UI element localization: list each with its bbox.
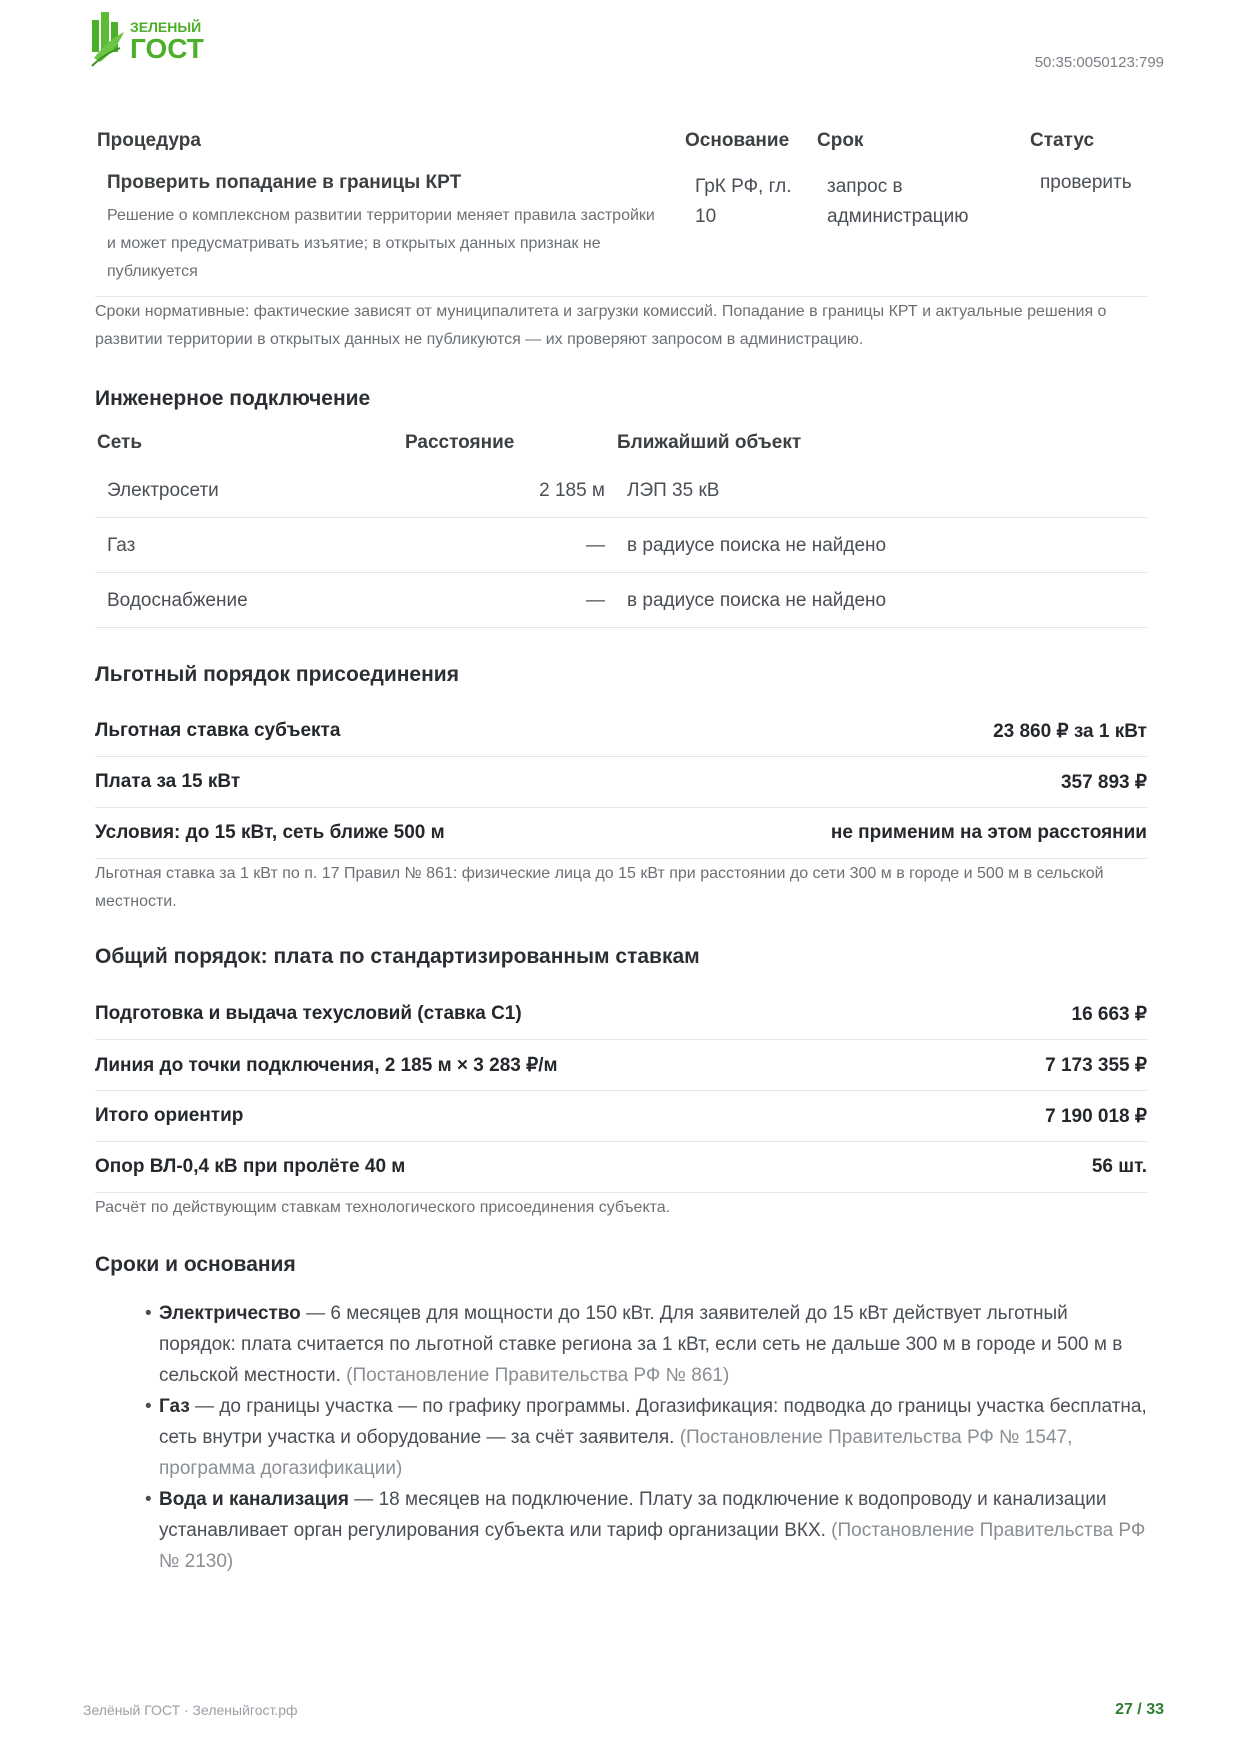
svg-text:ЗЕЛЕНЫЙ: ЗЕЛЕНЫЙ bbox=[130, 19, 202, 35]
kv-label: Условия: до 15 кВт, сеть ближе 500 м bbox=[95, 822, 445, 843]
term-name: Газ bbox=[159, 1396, 190, 1417]
svg-text:ГОСТ: ГОСТ bbox=[130, 33, 204, 64]
term-source: (Постановление Правительства РФ № 2130) bbox=[159, 1520, 1146, 1572]
logo-icon bbox=[90, 10, 210, 70]
network-distance: — bbox=[586, 535, 605, 556]
kv-value: 357 893 ₽ bbox=[1060, 772, 1147, 793]
general-title: Общий порядок: плата по стандартизированным ставкам bbox=[95, 945, 700, 968]
table-row bbox=[95, 463, 1147, 518]
network-distance: — bbox=[586, 590, 605, 611]
preferential-note: Льготная ставка за 1 кВт по п. 17 Правил № 861: физические лица до 15 кВт при расстоянии до сети 300 м в городе и 500 м в сельской местности. bbox=[95, 865, 1104, 910]
cadastral-number: 50:35:0050123:799 bbox=[1034, 54, 1164, 71]
col-procedure: Процедура bbox=[97, 130, 201, 151]
kv-label: Итого ориентир bbox=[95, 1105, 244, 1126]
network-object: ЛЭП 35 кВ bbox=[627, 480, 720, 501]
kv-row bbox=[95, 808, 1147, 859]
kv-value: не применим на этом расстоянии bbox=[830, 822, 1147, 843]
network-name: Водоснабжение bbox=[107, 590, 248, 611]
procedure-row bbox=[95, 172, 1147, 297]
engineering-table-header bbox=[95, 432, 1147, 454]
kv-label: Льготная ставка субъекта bbox=[95, 720, 341, 741]
kv-label: Линия до точки подключения, 2 185 м × 3 283 ₽/м bbox=[95, 1055, 558, 1076]
kv-row bbox=[95, 1040, 1147, 1091]
footer-brand: Зелёный ГОСТ · Зеленыйгост.рф bbox=[83, 1702, 298, 1718]
col-status: Статус bbox=[1030, 130, 1095, 151]
list-item bbox=[145, 1391, 1147, 1484]
procedure-basis: ГрК РФ, гл. 10 bbox=[695, 176, 792, 227]
procedure-term: запрос в администрацию bbox=[827, 176, 969, 227]
term-text: — 6 месяцев для мощности до 150 кВт. Для заявителей до 15 кВт действует льготный порядок: плата считается по льготной ставке региона за 1 кВт, если сеть не дальше 300 м в городе и 500 м в сельской местности. bbox=[159, 1303, 1123, 1386]
network-object: в радиусе поиска не найдено bbox=[627, 535, 887, 556]
kv-label: Опор ВЛ-0,4 кВ при пролёте 40 м bbox=[95, 1156, 406, 1177]
term-source: (Постановление Правительства РФ № 861) bbox=[346, 1365, 730, 1386]
network-name: Электросети bbox=[107, 480, 219, 501]
procedure-status: проверить bbox=[1040, 172, 1132, 193]
table-row bbox=[95, 573, 1147, 628]
table-row bbox=[95, 518, 1147, 573]
general-note: Расчёт по действующим ставкам технологического присоединения субъекта. bbox=[95, 1199, 671, 1216]
col-network: Сеть bbox=[97, 432, 143, 453]
kv-value: 56 шт. bbox=[1091, 1156, 1147, 1177]
col-object: Ближайший объект bbox=[617, 432, 802, 453]
network-name: Газ bbox=[107, 535, 136, 556]
kv-row bbox=[95, 1142, 1147, 1193]
preferential-title: Льготный порядок присоединения bbox=[95, 663, 459, 686]
kv-row bbox=[95, 1091, 1147, 1142]
page-number: 27 / 33 bbox=[1115, 1701, 1164, 1718]
kv-value: 23 860 ₽ за 1 кВт bbox=[993, 721, 1147, 742]
network-object: в радиусе поиска не найдено bbox=[627, 590, 887, 611]
kv-label: Подготовка и выдача техусловий (ставка С1) bbox=[95, 1003, 522, 1024]
engineering-title: Инженерное подключение bbox=[95, 387, 371, 410]
term-source: (Постановление Правительства РФ № 1547, программа догазификации) bbox=[159, 1427, 1073, 1479]
col-term: Срок bbox=[817, 130, 864, 151]
terms-title: Сроки и основания bbox=[95, 1253, 296, 1276]
procedures-note: Сроки нормативные: фактические зависят от муниципалитета и загрузки комиссий. Попадание в границы КРТ и актуальные решения о развитии территории в открытых данных не публикуются — их проверяют запросом в администрацию. bbox=[95, 303, 1107, 348]
term-name: Электричество bbox=[159, 1303, 301, 1324]
network-distance: 2 185 м bbox=[539, 480, 605, 501]
procedure-title: Проверить попадание в границы КРТ bbox=[107, 172, 462, 193]
logo bbox=[90, 10, 210, 70]
terms-list bbox=[145, 1298, 1147, 1577]
term-name: Вода и канализация bbox=[159, 1489, 350, 1510]
kv-row bbox=[95, 706, 1147, 757]
kv-value: 7 190 018 ₽ bbox=[1045, 1106, 1147, 1127]
list-item bbox=[145, 1298, 1147, 1391]
list-item bbox=[145, 1484, 1147, 1577]
kv-value: 16 663 ₽ bbox=[1071, 1004, 1147, 1025]
col-distance: Расстояние bbox=[405, 432, 515, 453]
procedures-table-header bbox=[95, 130, 1147, 152]
kv-row bbox=[95, 989, 1147, 1040]
kv-row bbox=[95, 757, 1147, 808]
col-basis: Основание bbox=[685, 130, 790, 151]
kv-value: 7 173 355 ₽ bbox=[1045, 1055, 1147, 1076]
term-text: — 18 месяцев на подключение. Плату за подключение к водопроводу и канализации устанавливает орган регулирования субъекта или тариф организации ВКХ. bbox=[159, 1489, 1107, 1541]
term-text: — до границы участка — по графику программы. Догазификация: подводка до границы участка бесплатна, сеть внутри участка и оборудование — за счёт заявителя. bbox=[159, 1396, 1147, 1448]
kv-label: Плата за 15 кВт bbox=[95, 771, 241, 792]
procedure-description: Решение о комплексном развитии территории меняет правила застройки и может предусматривать изъятие; в открытых данных признак не публикуется bbox=[107, 207, 655, 280]
